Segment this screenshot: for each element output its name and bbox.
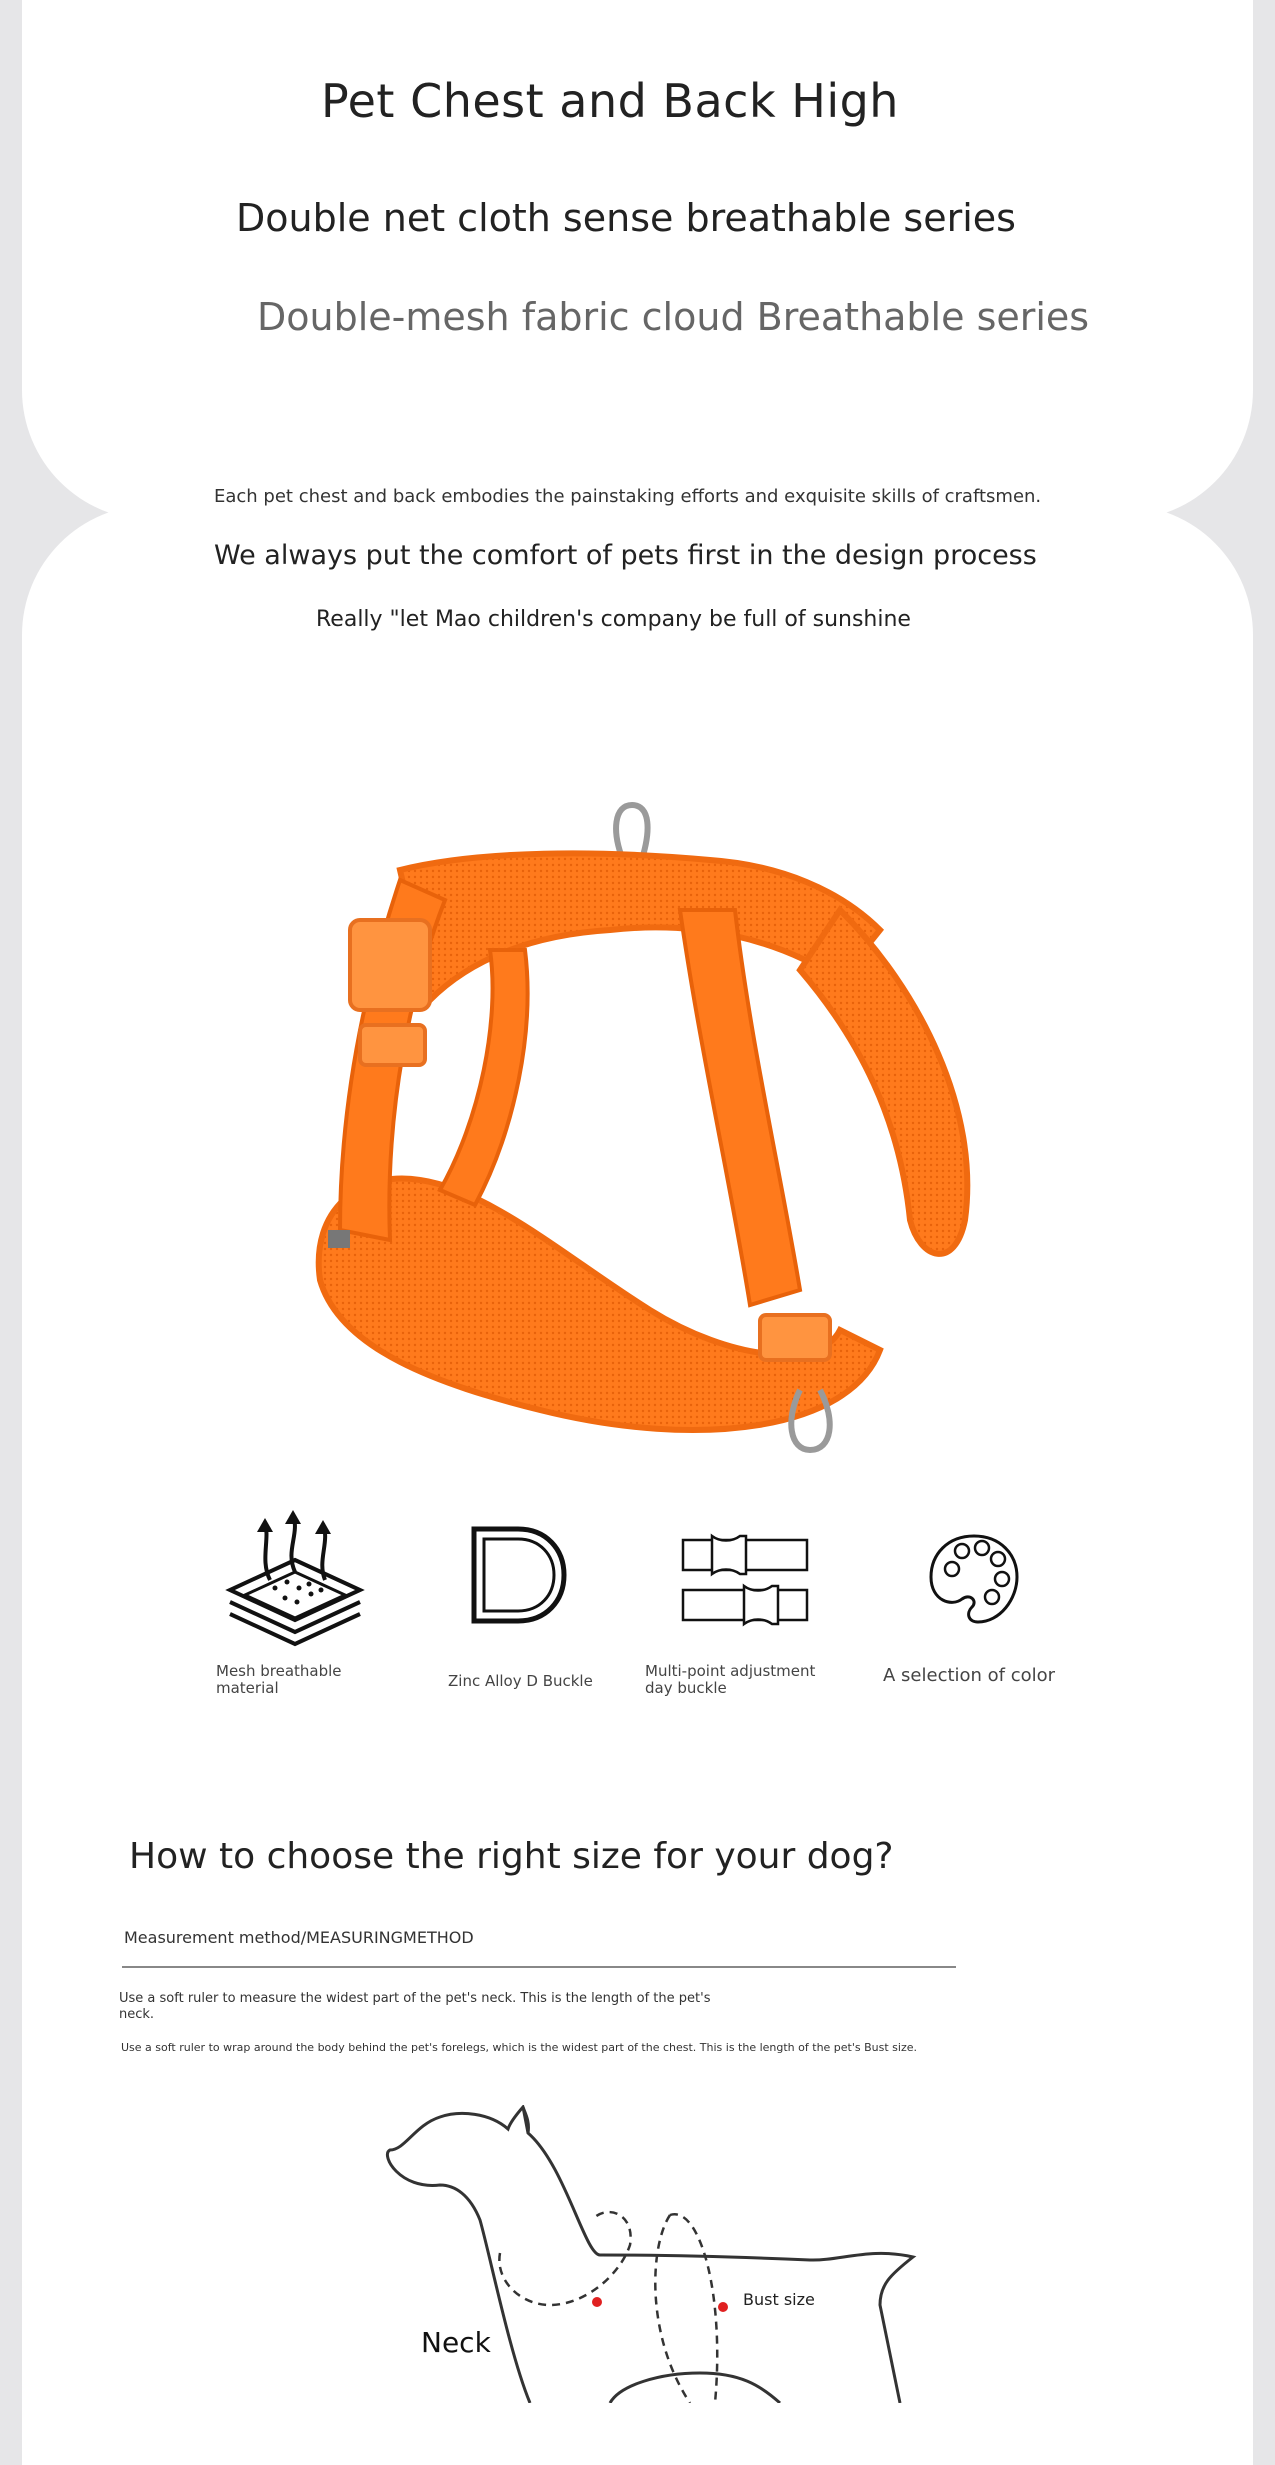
bust-size-label: Bust size bbox=[743, 2290, 815, 2309]
page-title: Pet Chest and Back High bbox=[321, 74, 899, 128]
series-subtitle: Double net cloth sense breathable series bbox=[236, 196, 1016, 240]
intro-line-1: Each pet chest and back embodies the painstaking efforts and exquisite skills of craftsmen. bbox=[214, 486, 1042, 507]
dog-harness-icon bbox=[280, 790, 1000, 1470]
intro-line-3: Really "let Mao children's company be full of sunshine bbox=[316, 607, 911, 632]
feature-label-color: A selection of color bbox=[883, 1665, 1056, 1686]
color-palette-icon bbox=[928, 1533, 1020, 1625]
intro-line-2: We always put the comfort of pets first in the design process bbox=[214, 540, 1037, 571]
feature-color bbox=[928, 1533, 1020, 1625]
feature-label-d-buckle: Zinc Alloy D Buckle bbox=[448, 1672, 593, 1690]
mesh-breathable-icon bbox=[225, 1510, 365, 1650]
series-subtitle-alt: Double-mesh fabric cloud Breathable series bbox=[257, 295, 1090, 339]
feature-d-buckle bbox=[468, 1525, 568, 1625]
sizing-heading: How to choose the right size for your dog? bbox=[129, 1836, 894, 1877]
neck-instruction: Use a soft ruler to measure the widest part of the pet's neck. This is the length of the pet's neck. bbox=[119, 1991, 711, 2022]
divider bbox=[122, 1966, 956, 1968]
d-buckle-icon bbox=[468, 1525, 568, 1625]
measurement-method-label: Measurement method/MEASURINGMETHOD bbox=[124, 1928, 474, 1947]
feature-mesh bbox=[225, 1510, 365, 1650]
feature-label-mesh: Mesh breathable material bbox=[216, 1662, 342, 1697]
bust-instruction: Use a soft ruler to wrap around the body behind the pet's forelegs, which is the widest part of the chest. This is the length of the pet's Bust size. bbox=[121, 2041, 918, 2054]
adjustment-buckle-icon bbox=[680, 1532, 810, 1632]
neck-label: Neck bbox=[421, 2326, 491, 2359]
feature-label-adjustment: Multi-point adjustment day buckle bbox=[645, 1662, 816, 1697]
feature-adjustment bbox=[680, 1532, 810, 1632]
